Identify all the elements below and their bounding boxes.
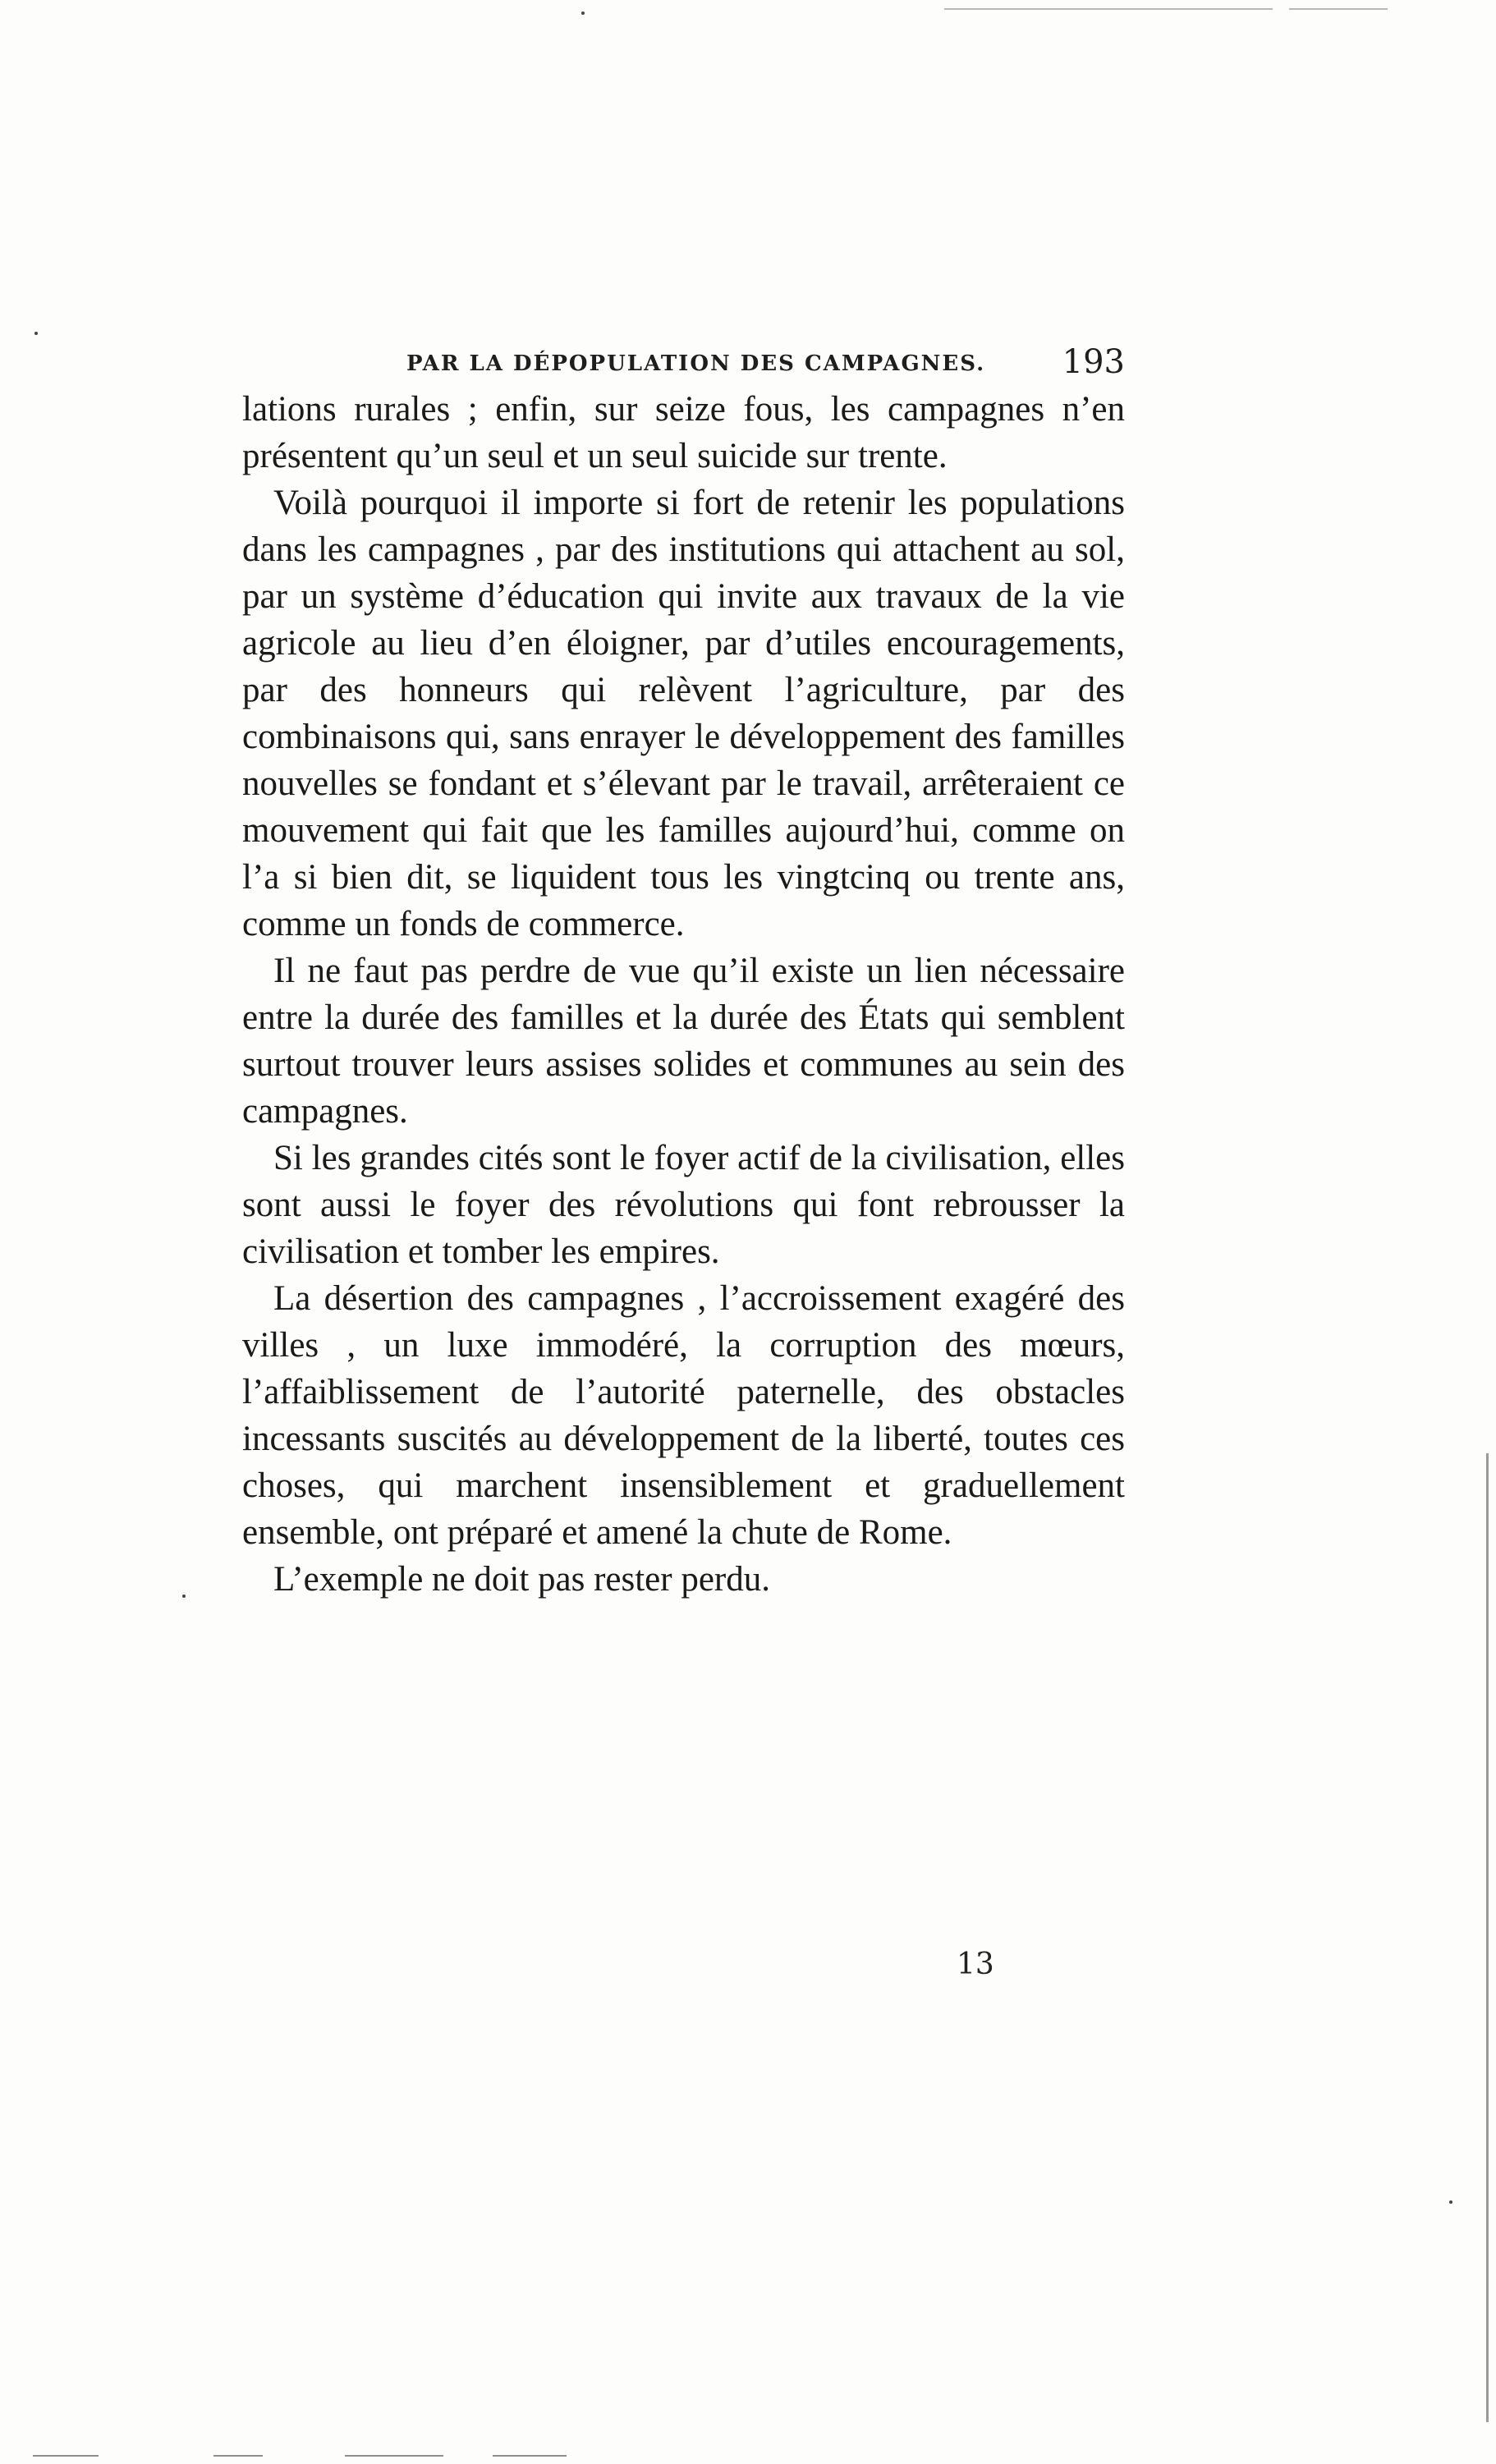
scan-artifact-bottom-dash	[345, 2455, 443, 2457]
paragraph: L’exemple ne doit pas rester perdu.	[273, 1560, 770, 1599]
scan-artifact-top-line	[944, 8, 1273, 10]
scan-speck	[581, 11, 585, 15]
paragraph: Voilà pourquoi il importe si fort de retenir les populations dans les campagnes , par des institutions qui attachent au sol, par un système d’éducation qui invite aux travaux de la vie agricole au lieu d’en éloigner, par d’utiles encouragements, par des honneurs qui relèvent l’agriculture, par des combinaisons qui, sans enrayer le développement des familles nouvelles se fondant et s’élevant par le travail, arrêteraient ce mouvement qui fait que les familles aujourd’hui, comme on l’a si bien dit, se liquident tous les vingtcinq ou trente ans, comme un fonds de commerce.	[242, 484, 1125, 943]
scan-artifact-edge-line	[1486, 1453, 1489, 2422]
scan-speck	[182, 1594, 186, 1598]
paragraph: La désertion des campagnes , l’accroissement exagéré des villes , un luxe immodéré, la corruption des mœurs, l’affaiblissement de l’autorité paternelle, des obstacles incessants suscités au développement de la liberté, toutes ces choses, qui marchent insensiblement et graduellement ensemble, ont préparé et amené la chute de Rome.	[242, 1279, 1125, 1552]
scan-speck	[34, 332, 38, 335]
running-head	[242, 343, 1125, 389]
scan-artifact-top-line	[1289, 8, 1388, 10]
paragraph: Il ne faut pas perdre de vue qu’il existe un lien nécessaire entre la durée des familles et la durée des États qui semblent surtout trouver leurs assises solides et communes au sein des campagnes.	[242, 952, 1125, 1131]
signature-mark: 13	[957, 1948, 994, 1981]
scan-speck	[1449, 2200, 1452, 2204]
paragraph: Si les grandes cités sont le foyer actif de la civilisation, elles sont aussi le foyer des révolutions qui font rebrousser la civilisation et tomber les empires.	[242, 1139, 1125, 1271]
scan-artifact-bottom-dash	[33, 2455, 99, 2457]
body-text	[242, 386, 1125, 1603]
page-number: 193	[1062, 343, 1125, 381]
scan-artifact-bottom-dash	[493, 2455, 567, 2457]
paragraph: lations rurales ; enfin, sur seize fous, les campagnes n’en présentent qu’un seul et un seul suicide sur trente.	[242, 390, 1125, 475]
running-title: PAR LA DÉPOPULATION DES CAMPAGNES.	[406, 351, 986, 376]
scan-artifact-bottom-dash	[213, 2455, 263, 2457]
